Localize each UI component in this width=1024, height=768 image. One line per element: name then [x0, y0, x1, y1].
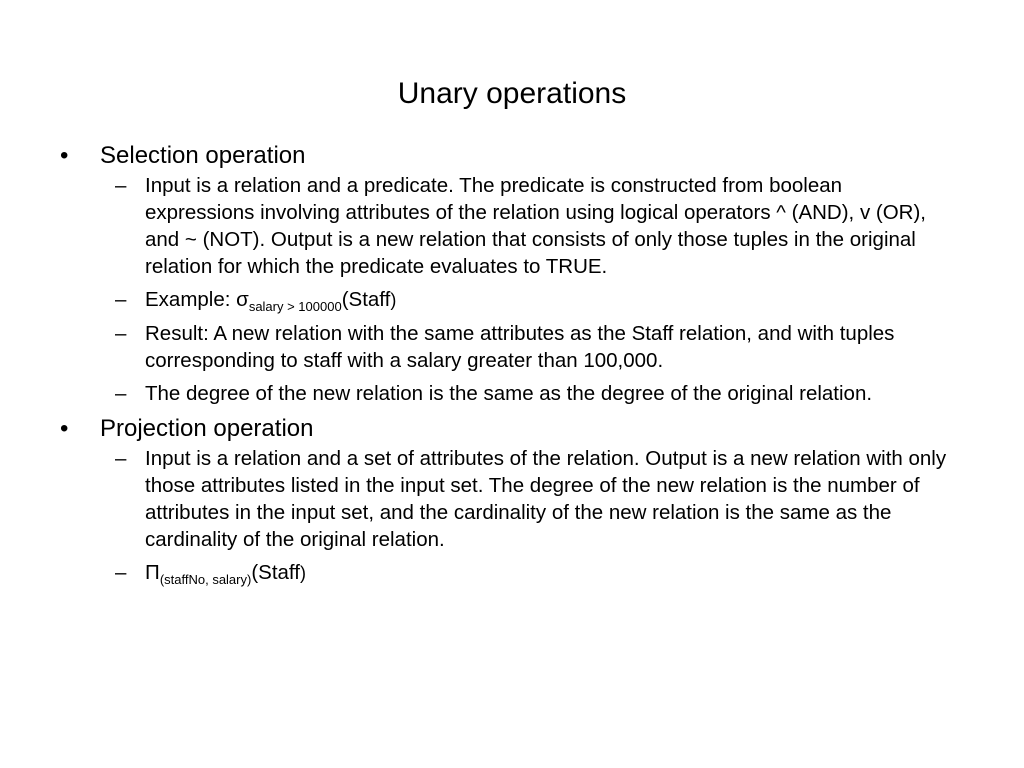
- slide-title: Unary operations: [397, 77, 627, 110]
- dash-icon: –: [115, 382, 127, 405]
- dash-icon: –: [115, 447, 127, 470]
- dash-icon: –: [115, 288, 127, 311]
- bullet-icon: •: [60, 142, 69, 169]
- sub-item-selection-example: [60, 286, 955, 314]
- sub-item-projection-description: [60, 445, 955, 553]
- selection-example-subscript: salary > 100000: [248, 299, 342, 314]
- selection-degree: The degree of the new relation is the same as the degree of the original relation.: [145, 382, 873, 405]
- selection-description: Input is a relation and a predicate. The predicate is constructed from boolean expressions involving attributes of the relation using logical operators ^ (AND), v (OR), and ~ (NOT). Output is a new relation that consists of only those tuples in the original relation for which the predicate evaluates to TRUE.: [145, 174, 926, 278]
- slide-body: [60, 140, 970, 593]
- selection-result: Result: A new relation with the same attributes as the Staff relation, and with tuples corresponding to staff with a salary greater than 100,000.: [145, 322, 895, 372]
- projection-description: Input is a relation and a set of attributes of the relation. Output is a new relation with only those attributes listed in the input set. The degree of the new relation is the number of attributes in the input set, and the cardinality of the new relation is the same as the cardinality of the original relation.: [145, 447, 947, 551]
- selection-example-close: ): [390, 290, 397, 310]
- projection-example-prefix: Π: [145, 561, 160, 584]
- sub-item-selection-result: [60, 320, 955, 374]
- projection-heading: Projection operation: [100, 415, 314, 442]
- dash-icon: –: [115, 174, 127, 197]
- dash-icon: –: [115, 322, 127, 345]
- projection-example-subscript: (staffNo, salary): [159, 572, 252, 587]
- sub-item-projection-example: [60, 559, 955, 587]
- bullet-icon: •: [60, 415, 69, 442]
- bullet-projection-operation: [60, 413, 970, 445]
- projection-example-arg: (Staff: [251, 561, 300, 584]
- selection-example-arg: (Staff: [341, 288, 391, 311]
- selection-heading: Selection operation: [100, 142, 306, 169]
- sub-item-selection-description: [60, 172, 955, 280]
- sub-item-selection-degree: [60, 380, 955, 407]
- selection-example-prefix: Example: σ: [145, 288, 249, 311]
- projection-example-close: ): [299, 563, 306, 583]
- dash-icon: –: [115, 561, 127, 584]
- bullet-selection-operation: [60, 140, 970, 172]
